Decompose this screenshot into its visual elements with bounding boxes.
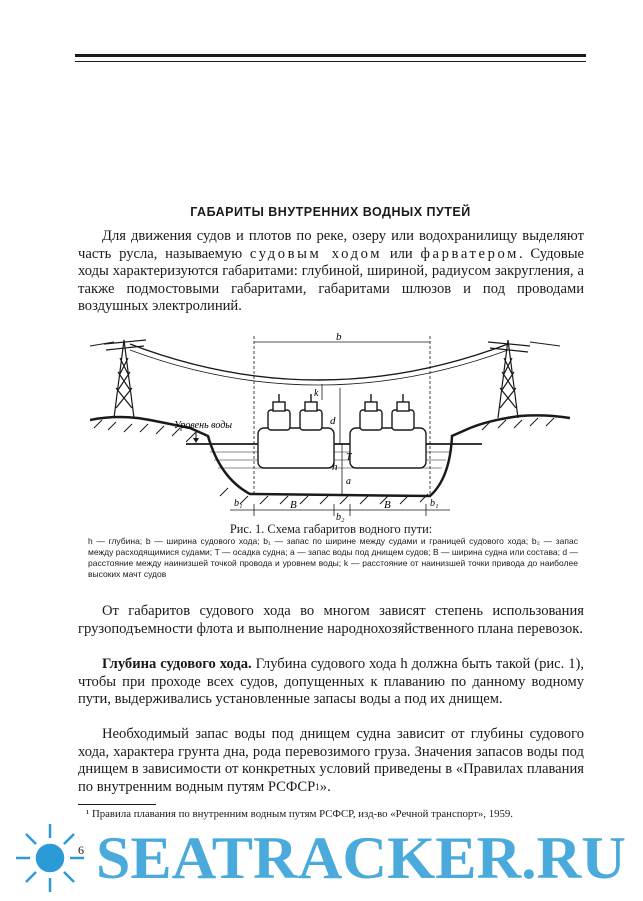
paragraph-1: От габаритов судового хода во многом зависят степень использования грузоподъемности флота и выполнение народнохозяйственного плана перевозок.	[78, 603, 584, 637]
watermark	[12, 818, 632, 896]
term-sudovoy-hod: судовым ходом	[249, 245, 383, 262]
label-B-right: B	[384, 499, 391, 511]
watermark-text: SEATRACKER.RU	[96, 825, 626, 891]
intro-text-2: или	[382, 245, 421, 262]
label-b1-right: b₁	[430, 498, 439, 509]
footnote-marker: ¹	[86, 808, 90, 820]
label-T: T	[346, 452, 352, 463]
paragraph-3-text: Необходимый запас воды под днищем судна зависит от глубины судового хода, характера грунта дна, рода перевозимого груза. Значения запасов воды под днищем в зависимости от конкретных условий приведены в «Правилах плавания по внутренним водным путям РСФСР	[78, 726, 584, 795]
header-rule-thick	[75, 54, 586, 57]
paragraph-2-text: Глубина судового хода h должна быть такой (рис. 1), чтобы при проходе всех судов, допущенных к плаванию по данному водному пути, выдерживались установленные запасы воды a под их днищем.	[78, 656, 584, 707]
label-k: k	[314, 388, 319, 399]
intro-paragraph	[78, 228, 584, 316]
power-line-wire	[130, 344, 508, 380]
paragraph-3	[78, 726, 584, 796]
vessel-left	[258, 394, 334, 468]
page-number: 6	[78, 843, 84, 857]
paragraph-3-end: ».	[319, 778, 331, 795]
left-pylon	[104, 340, 146, 418]
label-h: h	[332, 461, 338, 473]
section-title: ГАБАРИТЫ ВНУТРЕННИХ ВОДНЫХ ПУТЕЙ	[190, 205, 471, 219]
label-b2: b₂	[336, 512, 345, 523]
label-b1-left: b₁	[234, 498, 243, 509]
paragraph-2-heading: Глубина судового хода.	[102, 656, 252, 672]
term-farvater: фарватером	[420, 245, 519, 262]
water-level-label: Уровень воды	[174, 420, 233, 431]
footnote-rule	[78, 804, 156, 805]
sun-logo-icon	[16, 824, 84, 892]
footnote-text: Правила плавания по внутренним водным путям РСФСР, изд-во «Речной транспорт», 1959.	[89, 808, 513, 820]
footnote-ref: 1	[315, 781, 320, 792]
right-pylon	[488, 340, 530, 418]
figure-caption-text: h — глубина; b — ширина судового хода; b₁ — запас по ширине между судами и границей судового хода; b₂ — запас между расходящимися судами; T — осадка судна; a — запас воды под днищем судов; B — ширина судна или состава; d — расстояние между наинизшей точкой провода и уровнем воды; k — расстояние от наинизшей точки привода до наиболее высоких мачт судов	[88, 536, 578, 579]
label-B-left: B	[290, 499, 297, 511]
header-rule-thin	[75, 61, 586, 62]
figure-caption-title: Рис. 1. Схема габаритов водного пути:	[229, 522, 433, 536]
label-a: a	[346, 476, 351, 487]
intro-text-3: . Судовые ходы характеризуются габаритами: глубиной, шириной, радиусом закругления, а также подмостовыми габаритами, габаритами шлюзов и под проводами воздушных электролиний.	[78, 245, 584, 314]
intro-text-1: Для движения судов и плотов по реке, озеру или водохранилищу выделяют часть русла, называемую	[78, 228, 584, 262]
vessel-right	[350, 394, 426, 468]
label-d: d	[330, 415, 336, 427]
paragraph-2	[78, 656, 584, 709]
waterway-diagram	[90, 328, 570, 523]
label-b: b	[336, 331, 342, 343]
